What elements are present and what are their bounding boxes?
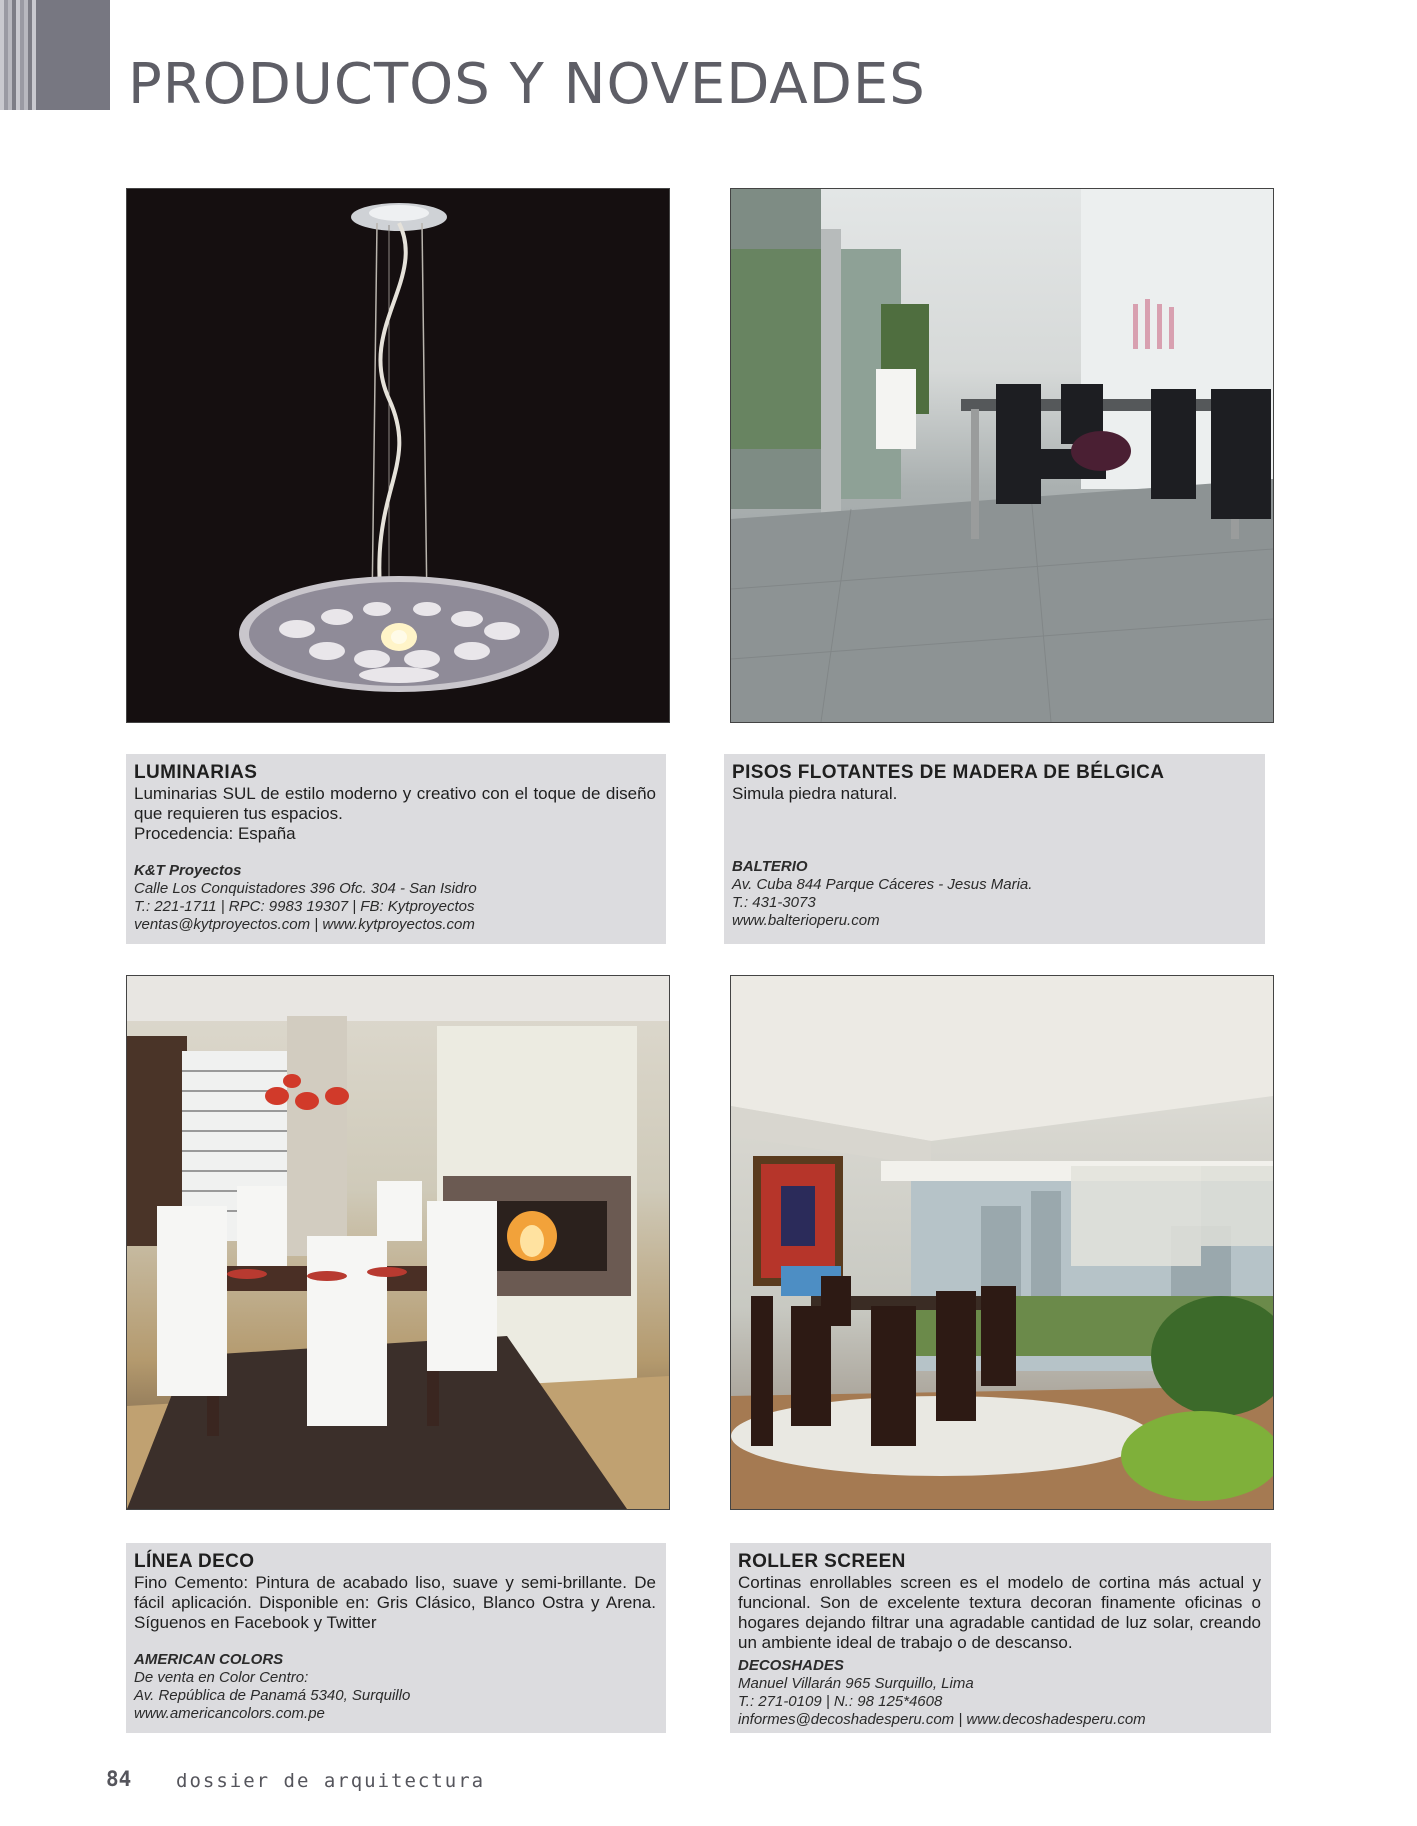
contact-line: Calle Los Conquistadores 396 Ofc. 304 - San Isidro <box>134 880 477 897</box>
description-line: Simula piedra natural. <box>732 784 898 803</box>
contact-line: www.balterioperu.com <box>732 912 880 929</box>
contact-line: T.: 221-1711 | RPC: 9983 19307 | FB: Kytproyectos <box>134 898 475 915</box>
company-name: K&T Proyectos <box>134 862 242 879</box>
description-line: Fino Cemento: Pintura de acabado liso, suave y semi-brillante. De fácil aplicación. Disponible en: Gris Clásico, Blanco Ostra y Arena. Síguenos en Facebook y Twitter <box>134 1573 656 1632</box>
page-number: 84 <box>106 1767 132 1791</box>
description-line: Procedencia: España <box>134 824 296 843</box>
roller-screen-photo <box>730 975 1274 1510</box>
magazine-name: dossier de arquitectura <box>176 1770 486 1792</box>
product-title: PISOS FLOTANTES DE MADERA DE BÉLGICA <box>732 762 1165 783</box>
product-description <box>134 784 656 844</box>
product-title: LÍNEA DECO <box>134 1551 255 1572</box>
company-name: AMERICAN COLORS <box>134 1651 284 1668</box>
product-description <box>134 1573 656 1633</box>
description-line: Luminarias SUL de estilo moderno y creativo con el toque de diseño que requieren tus espacios. <box>134 784 656 823</box>
contact-line: Av. República de Panamá 5340, Surquillo <box>134 1687 411 1704</box>
contact-line: De venta en Color Centro: <box>134 1669 309 1686</box>
contact-line: Manuel Villarán 965 Surquillo, Lima <box>738 1675 974 1692</box>
product-card-pisos-flotantes <box>724 754 1265 944</box>
company-contact <box>732 858 1255 930</box>
company-name: DECOSHADES <box>738 1657 844 1674</box>
product-card-luminarias <box>126 754 666 944</box>
luminarias-photo <box>126 188 670 723</box>
company-name: BALTERIO <box>732 858 808 875</box>
contact-line: informes@decoshadesperu.com | www.decoshadesperu.com <box>738 1711 1146 1728</box>
product-title: ROLLER SCREEN <box>738 1551 906 1572</box>
description-line: Cortinas enrollables screen es el modelo de cortina más actual y funcional. Son de excelente textura decoran finamente oficinas o hogares dejando filtrar una agradable cantidad de luz solar, creando un ambiente ideal de trabajo o de descanso. <box>738 1573 1261 1652</box>
contact-line: ventas@kytproyectos.com | www.kytproyectos.com <box>134 916 475 933</box>
contact-line: Av. Cuba 844 Parque Cáceres - Jesus Maria. <box>732 876 1033 893</box>
product-card-roller-screen <box>730 1543 1271 1733</box>
product-title: LUMINARIAS <box>134 762 258 783</box>
linea-deco-photo <box>126 975 670 1510</box>
header-block-decoration <box>36 0 110 110</box>
company-contact <box>134 1651 656 1723</box>
pisos-flotantes-photo <box>730 188 1274 723</box>
company-contact <box>738 1657 1261 1729</box>
product-card-linea-deco <box>126 1543 666 1733</box>
product-description <box>732 784 1255 804</box>
contact-line: www.americancolors.com.pe <box>134 1705 325 1722</box>
product-description <box>738 1573 1261 1653</box>
contact-line: T.: 431-3073 <box>732 894 816 911</box>
contact-line: T.: 271-0109 | N.: 98 125*4608 <box>738 1693 943 1710</box>
page-title: PRODUCTOS Y NOVEDADES <box>128 52 926 117</box>
company-contact <box>134 862 656 934</box>
